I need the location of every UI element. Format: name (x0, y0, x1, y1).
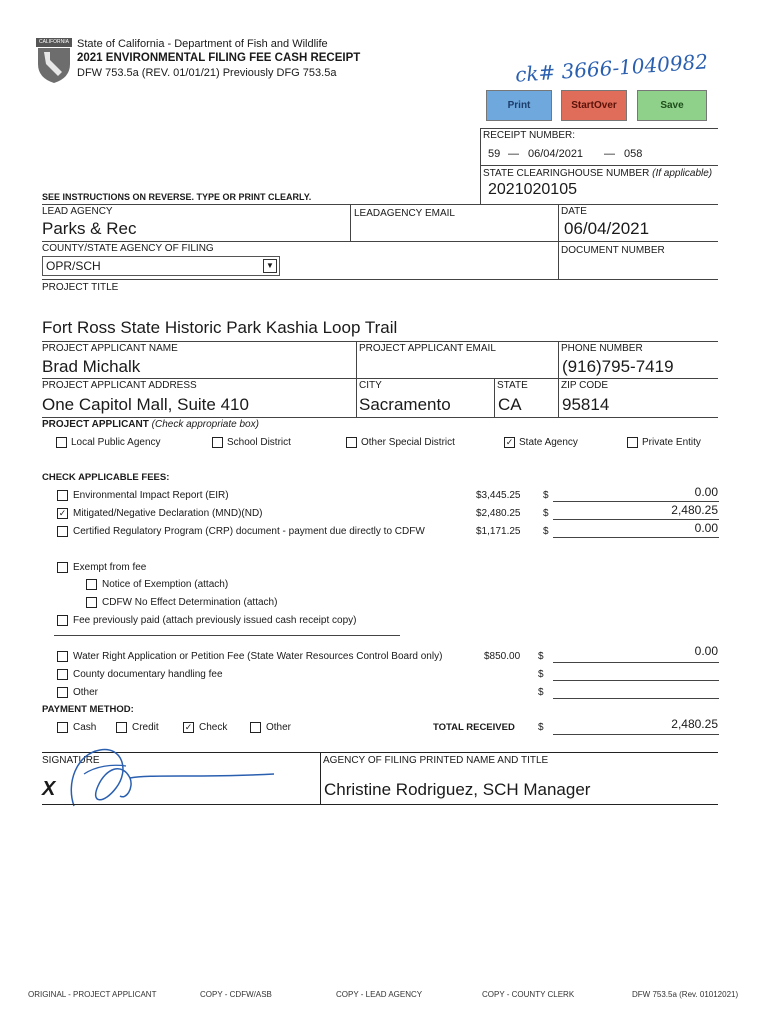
dollar-other-fee: $ (538, 687, 544, 698)
agency-heading: State of California - Department of Fish and Wildlife (77, 38, 328, 50)
checkbox-private-entity[interactable] (627, 437, 638, 448)
applicant-name-label: PROJECT APPLICANT NAME (42, 343, 178, 354)
print-button[interactable]: Print (486, 90, 552, 121)
receipt-dash-2: — (604, 148, 615, 160)
checkbox-exempt[interactable] (57, 562, 68, 573)
dollar-county-handling: $ (538, 669, 544, 680)
signature-label: SIGNATURE (42, 755, 100, 766)
fee-label-mnd: Mitigated/Negative Declaration (MND)(ND) (73, 508, 263, 519)
water-right-fee: $850.00 (484, 651, 521, 662)
footer-copy-cdfw: COPY - CDFW/ASB (200, 990, 272, 999)
checkbox-other-fee[interactable] (57, 687, 68, 698)
fee-amount-crp: $1,171.25 (476, 526, 521, 537)
receipt-dash-1: — (508, 148, 519, 160)
option-local-public-agency: Local Public Agency (71, 437, 161, 448)
lead-agency-email-label: LEADAGENCY EMAIL (354, 208, 455, 219)
seal-text: CALIFORNIA (38, 39, 69, 45)
document-number-label: DOCUMENT NUMBER (561, 245, 665, 256)
exempt-label: Exempt from fee (73, 562, 147, 573)
lead-agency-label: LEAD AGENCY (42, 206, 113, 217)
project-title-value[interactable]: Fort Ross State Historic Park Kashia Loop Trail (42, 318, 398, 337)
handwritten-check-note: ck# 3666-1040982 (514, 49, 709, 87)
receipt-date: 06/04/2021 (528, 148, 584, 160)
total-received-label: TOTAL RECEIVED (433, 722, 515, 733)
agency-filing-label: AGENCY OF FILING PRINTED NAME AND TITLE (323, 755, 549, 766)
lead-agency-value[interactable]: Parks & Rec (42, 219, 137, 238)
footer-copy-lead-agency: COPY - LEAD AGENCY (336, 990, 423, 999)
fee-amount-eir: $3,445.25 (476, 490, 521, 501)
option-school-district: School District (227, 437, 291, 448)
start-over-button[interactable]: StartOver (561, 90, 627, 121)
clearinghouse-number: 2021020105 (488, 181, 577, 198)
zip-label: ZIP CODE (561, 380, 609, 391)
date-label: DATE (561, 206, 587, 217)
other-fee-label: Other (73, 687, 99, 698)
state-label: STATE (497, 380, 528, 391)
notice-exemption-label: Notice of Exemption (attach) (102, 579, 229, 590)
checkbox-check[interactable]: ✓ (184, 722, 193, 732)
option-other-special-district: Other Special District (361, 437, 455, 448)
save-button[interactable]: Save (637, 90, 707, 121)
dollar-water-right: $ (538, 651, 544, 662)
phone-value[interactable]: (916)795-7419 (562, 357, 674, 376)
amount-mnd[interactable]: 2,480.25 (671, 503, 718, 517)
payment-check: Check (199, 722, 228, 733)
address-label: PROJECT APPLICANT ADDRESS (42, 380, 197, 391)
clearinghouse-label-text: STATE CLEARINGHOUSE NUMBER (483, 168, 650, 179)
cdfw-no-effect-label: CDFW No Effect Determination (attach) (102, 597, 278, 608)
fee-label-eir: Environmental Impact Report (EIR) (73, 490, 229, 501)
fee-amount-mnd: $2,480.25 (476, 508, 521, 519)
checkbox-previously-paid[interactable] (57, 615, 68, 626)
clearinghouse-note: (If applicable) (652, 168, 713, 179)
agency-filing-value[interactable]: Christine Rodriguez, SCH Manager (324, 780, 591, 799)
checkbox-local-public-agency[interactable] (56, 437, 67, 448)
applicant-type-label (42, 419, 259, 430)
county-select[interactable] (42, 256, 280, 276)
checkbox-water-right[interactable] (57, 651, 68, 662)
instructions: SEE INSTRUCTIONS ON REVERSE. TYPE OR PRINT CLEARLY. (42, 192, 312, 202)
amount-water-right[interactable]: 0.00 (694, 644, 718, 658)
chevron-down-icon[interactable]: ▼ (263, 259, 277, 273)
dollar-mnd: $ (543, 508, 549, 519)
checkbox-state-agency[interactable]: ✓ (505, 437, 514, 447)
payment-other: Other (266, 722, 292, 733)
checkbox-county-handling[interactable] (57, 669, 68, 680)
signature-x: X (42, 778, 56, 800)
receipt-number-part1: 59 (488, 148, 501, 160)
form-id: DFW 753.5a (REV. 01/01/21) Previously DFG 753.5a (77, 67, 337, 79)
state-seal-logo (36, 38, 72, 84)
project-title-label: PROJECT TITLE (42, 282, 119, 293)
checkbox-other-special-district[interactable] (346, 437, 357, 448)
water-right-label: Water Right Application or Petition Fee (State Water Resources Control Board only) (73, 651, 443, 662)
footer-copy-county-clerk: COPY - COUNTY CLERK (482, 990, 575, 999)
applicant-name-value[interactable]: Brad Michalk (42, 357, 141, 376)
fee-label-crp: Certified Regulatory Program (CRP) document - payment due directly to CDFW (73, 526, 425, 537)
county-label: COUNTY/STATE AGENCY OF FILING (42, 243, 214, 254)
amount-eir[interactable]: 0.00 (694, 485, 718, 499)
clearinghouse-label (483, 168, 712, 179)
handwritten-signature[interactable] (60, 744, 320, 810)
checkbox-credit[interactable] (116, 722, 127, 733)
total-received-amount[interactable]: 2,480.25 (671, 717, 718, 731)
date-value[interactable]: 06/04/2021 (564, 219, 650, 238)
total-dollar: $ (538, 722, 544, 733)
fees-label: CHECK APPLICABLE FEES: (42, 472, 170, 483)
checkbox-school-district[interactable] (212, 437, 223, 448)
county-handling-label: County documentary handling fee (73, 669, 223, 680)
applicant-type-hint: (Check appropriate box) (151, 419, 259, 430)
applicant-email-label: PROJECT APPLICANT EMAIL (359, 343, 496, 354)
receipt-number-part3: 058 (624, 148, 643, 160)
checkbox-notice-exemption[interactable] (86, 579, 97, 590)
payment-cash: Cash (73, 722, 97, 733)
phone-label: PHONE NUMBER (561, 343, 643, 354)
checkbox-cash[interactable] (57, 722, 68, 733)
checkbox-eir[interactable] (57, 490, 68, 501)
form-title: 2021 ENVIRONMENTAL FILING FEE CASH RECEIPT (77, 52, 361, 64)
footer-form-id: DFW 753.5a (Rev. 01012021) (632, 990, 739, 999)
state-value[interactable]: CA (498, 395, 522, 414)
city-value[interactable]: Sacramento (359, 395, 451, 414)
checkbox-crp[interactable] (57, 526, 68, 537)
payment-label: PAYMENT METHOD: (42, 704, 134, 715)
checkbox-other-payment[interactable] (250, 722, 261, 733)
receipt-number-label: RECEIPT NUMBER: (483, 130, 576, 141)
applicant-type-label-text: PROJECT APPLICANT (42, 419, 149, 430)
address-value[interactable]: One Capitol Mall, Suite 410 (42, 395, 249, 414)
option-private-entity: Private Entity (642, 437, 701, 448)
payment-credit: Credit (132, 722, 159, 733)
previously-paid-label: Fee previously paid (attach previously issued cash receipt copy) (73, 615, 357, 626)
city-label: CITY (359, 380, 382, 391)
dollar-crp: $ (543, 526, 549, 537)
dollar-eir: $ (543, 490, 549, 501)
option-state-agency: State Agency (519, 437, 578, 448)
checkbox-cdfw-no-effect[interactable] (86, 597, 97, 608)
amount-crp[interactable]: 0.00 (694, 521, 718, 535)
footer-original: ORIGINAL - PROJECT APPLICANT (28, 990, 157, 999)
county-select-value: OPR/SCH (46, 259, 101, 273)
checkbox-mnd[interactable]: ✓ (58, 508, 67, 518)
zip-value[interactable]: 95814 (562, 395, 610, 414)
